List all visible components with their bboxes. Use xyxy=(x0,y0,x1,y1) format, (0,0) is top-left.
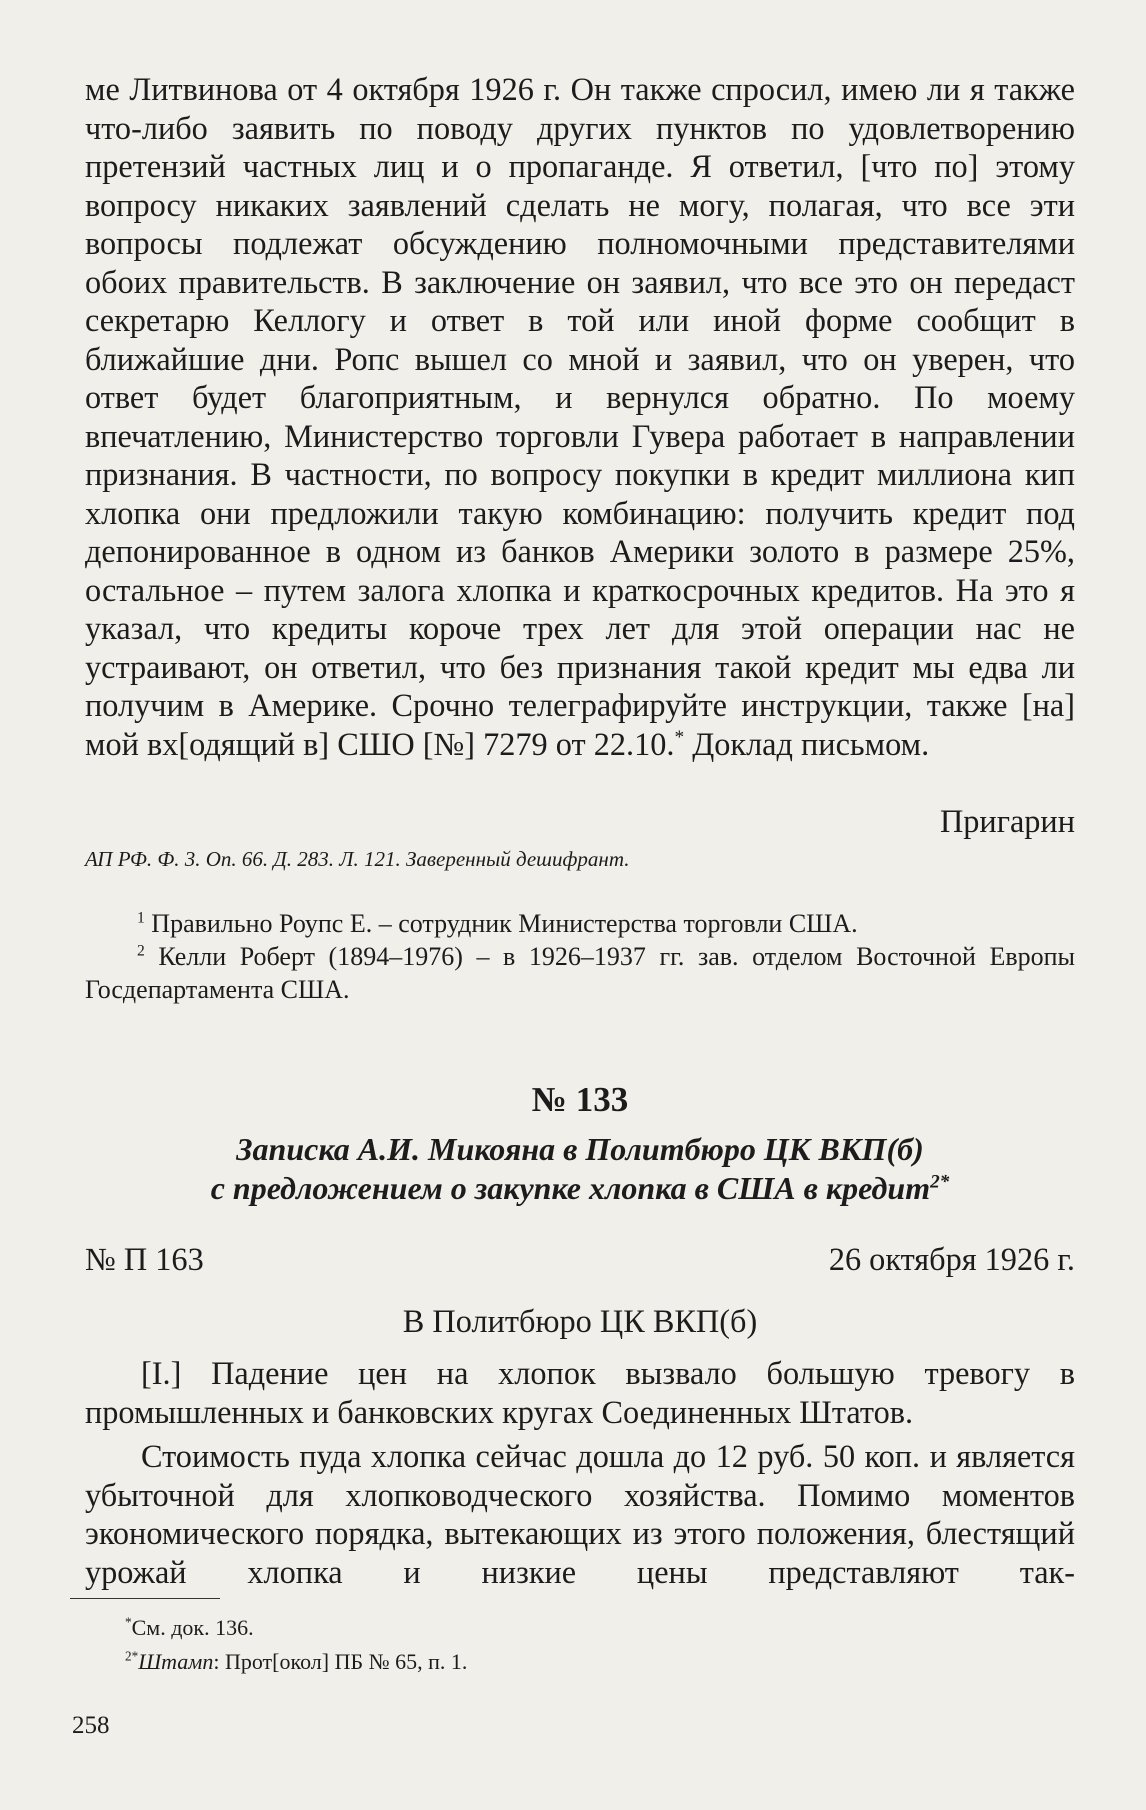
document-title-line-2: с предложением о закупке хлопка в США в кредит$^{2*}$ xyxy=(210,1169,950,1206)
footnotes-block xyxy=(85,907,1075,1006)
paragraph-1: [I.] Падение цен на хлопок вызвало большую тревогу в промышленных и банковских кругах Соединенных Штатов. xyxy=(85,1355,1075,1430)
footnote-2: $^2$ Келли Роберт (1894–1976) – в 1926–1937 гг. зав. отделом Восточной Европы Госдепартамента США. xyxy=(85,942,1075,1004)
addressee: В Политбюро ЦК ВКП(б) xyxy=(402,1303,758,1339)
note-1: *См. док. 136. xyxy=(125,1614,254,1640)
document-number: № 133 xyxy=(531,1080,629,1119)
archive-source: АП РФ. Ф. 3. Оп. 66. Д. 283. Л. 121. Заверенный дешифрант. xyxy=(85,847,630,871)
footnote-1: $^1$ Правильно Роупс Е. – сотрудник Министерства торговли США. xyxy=(137,909,858,938)
document-title-line-1: Записка А.И. Микояна в Политбюро ЦК ВКП(б) xyxy=(236,1131,924,1167)
signature: Пригарин xyxy=(939,803,1075,839)
main-text-block xyxy=(85,1354,1075,1591)
page-number: 258 xyxy=(72,1712,110,1739)
document-title xyxy=(85,1130,1075,1207)
reference-date: 26 октября 1926 г. xyxy=(828,1241,1075,1277)
reference-line xyxy=(85,1240,1075,1279)
top-paragraph-block xyxy=(85,70,1075,763)
footnote-divider xyxy=(70,1598,220,1599)
reference-number: № П 163 xyxy=(85,1241,204,1277)
note-2: $^{2*}$Штамп: Прот[окол] ПБ № 65, п. 1. xyxy=(125,1648,468,1674)
footnote-marker: * xyxy=(674,726,685,748)
top-paragraph: ме Литвинова от 4 октября 1926 г. Он также спросил, имею ли я также что-либо заявить по поводу других пунктов по удовлетворению претензий частных лиц и о пропаганде. Я ответил, [что по] этому вопросу никаких заявлений сделать не могу, полагая, что все эти вопросы подлежат обсуждению полномочными представителями обоих правительств. В заключение он заявил, что все это он передаст секретарю Келлогу и ответ в той или иной форме сообщит в ближайшие дни. Ропс вышел со мной и заявил, что он уверен, что ответ будет благоприятным, и вернулся обратно. По моему впечатлению, Министерство торговли Гувера работает в направлении признания. В частности, по вопросу покупки в кредит миллиона кип хлопка они предложили такую комбинацию: получить кредит под депонированное в одном из банков Америки золото в размере 25%, остальное – путем залога хлопка и краткосрочных кредитов. На это я указал, что кредиты короче трех лет для этой операции нас не устраивают, он ответил, что без признания такой кредит мы едва ли получим в Америке. Срочно телеграфируйте инструкции, также [на] мой вх[одящий в] СШО [№] 7279 от 22.10.* Доклад письмом. xyxy=(85,71,1075,762)
paragraph-2: Стоимость пуда хлопка сейчас дошла до 12 руб. 50 коп. и является убыточной для хлопководческого хозяйства. Помимо моментов экономического порядка, вытекающих из этого положения, блестящий урожай хлопка и низкие цены представляют так- xyxy=(85,1438,1075,1590)
